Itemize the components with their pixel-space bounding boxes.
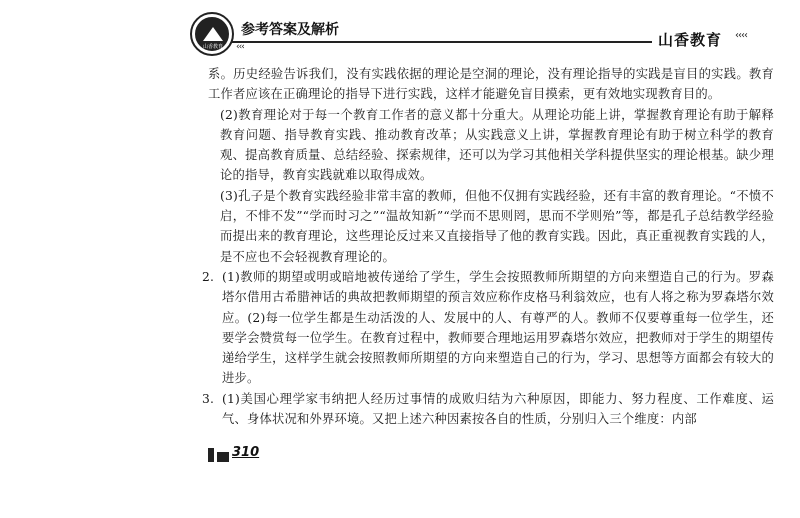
- page-header-title: 参考答案及解析: [241, 22, 339, 38]
- answer-body: [202, 64, 774, 429]
- logo-text: 山香教育: [202, 44, 223, 50]
- paragraph-continuation: 系。历史经验告诉我们，没有实践依据的理论是空洞的理论，没有理论指导的实践是盲目的实践。教育工作者应该在正确理论的指导下进行实践，这样才能避免盲目摸索，更有效地实现教育目的。: [208, 67, 774, 102]
- footer-block-icon: [217, 452, 229, 462]
- footer-mark-icon: [208, 448, 214, 462]
- item-text: (1)教师的期望或明或暗地被传递给了学生，学生会按照教师所期望的方向来塑造自己的行为。罗森塔尔借用古希腊神话的典故把教师期望的预言效应称作皮格马利翁效应，也有人将之称为罗森塔尔效应。(2)每一位学生都是生动活泼的人、发展中的人、有尊严的人。教师不仅要尊重每一位学生，还要学会赞赏每一位学生。在教育过程中，教师要合理地运用罗森塔尔效应，把教师对于学生的期望传递给学生，这样学生就会按照教师所期望的方向来塑造自己的行为，学习、思想等方面都会有较大的进步。: [222, 269, 774, 386]
- item-text: (1)美国心理学家韦纳把人经历过事情的成败归结为六种原因，即能力、努力程度、工作难度、运气、身体状况和外界环境。又把上述六种因素按各自的性质，分别归入三个维度：内部: [222, 391, 774, 427]
- item-number: 3.: [202, 391, 215, 406]
- answer-item-2: [202, 267, 774, 389]
- answer-item-3: [202, 389, 774, 430]
- header-left-marks: ‹‹‹: [236, 42, 244, 52]
- item-number: 2.: [202, 269, 215, 284]
- mountain-icon: [203, 27, 223, 41]
- page-number: 310: [232, 445, 260, 460]
- header-rule: [232, 41, 652, 43]
- publisher-logo: [192, 14, 232, 54]
- brand-marks: ‹‹‹‹: [735, 30, 747, 41]
- paragraph-point-3: (3)孔子是个教育实践经验非常丰富的教师，但他不仅拥有实践经验，还有丰富的教育理论。“不愤不启，不悱不发”“学而时习之”“温故知新”“学而不思则罔，思而不学则殆”等，都是孔子总结教学经验而提出来的教育理论，这些理论反过来又直接指导了他的教育实践。因此，真正重视教育实践的人，是不应也不会轻视教育理论的。: [220, 188, 774, 264]
- brand-name: 山香教育: [658, 31, 723, 49]
- paragraph-point-2: (2)教育理论对于每一个教育工作者的意义都十分重大。从理论功能上讲，掌握教育理论有助于解释教育问题、指导教育实践、推动教育改革；从实践意义上讲，掌握教育理论有助于树立科学的教育观、提高教育质量、总结经验、探索规律，还可以为学习其他相关学科提供坚实的理论根基。缺少理论的指导，教育实践就难以取得成效。: [220, 107, 774, 183]
